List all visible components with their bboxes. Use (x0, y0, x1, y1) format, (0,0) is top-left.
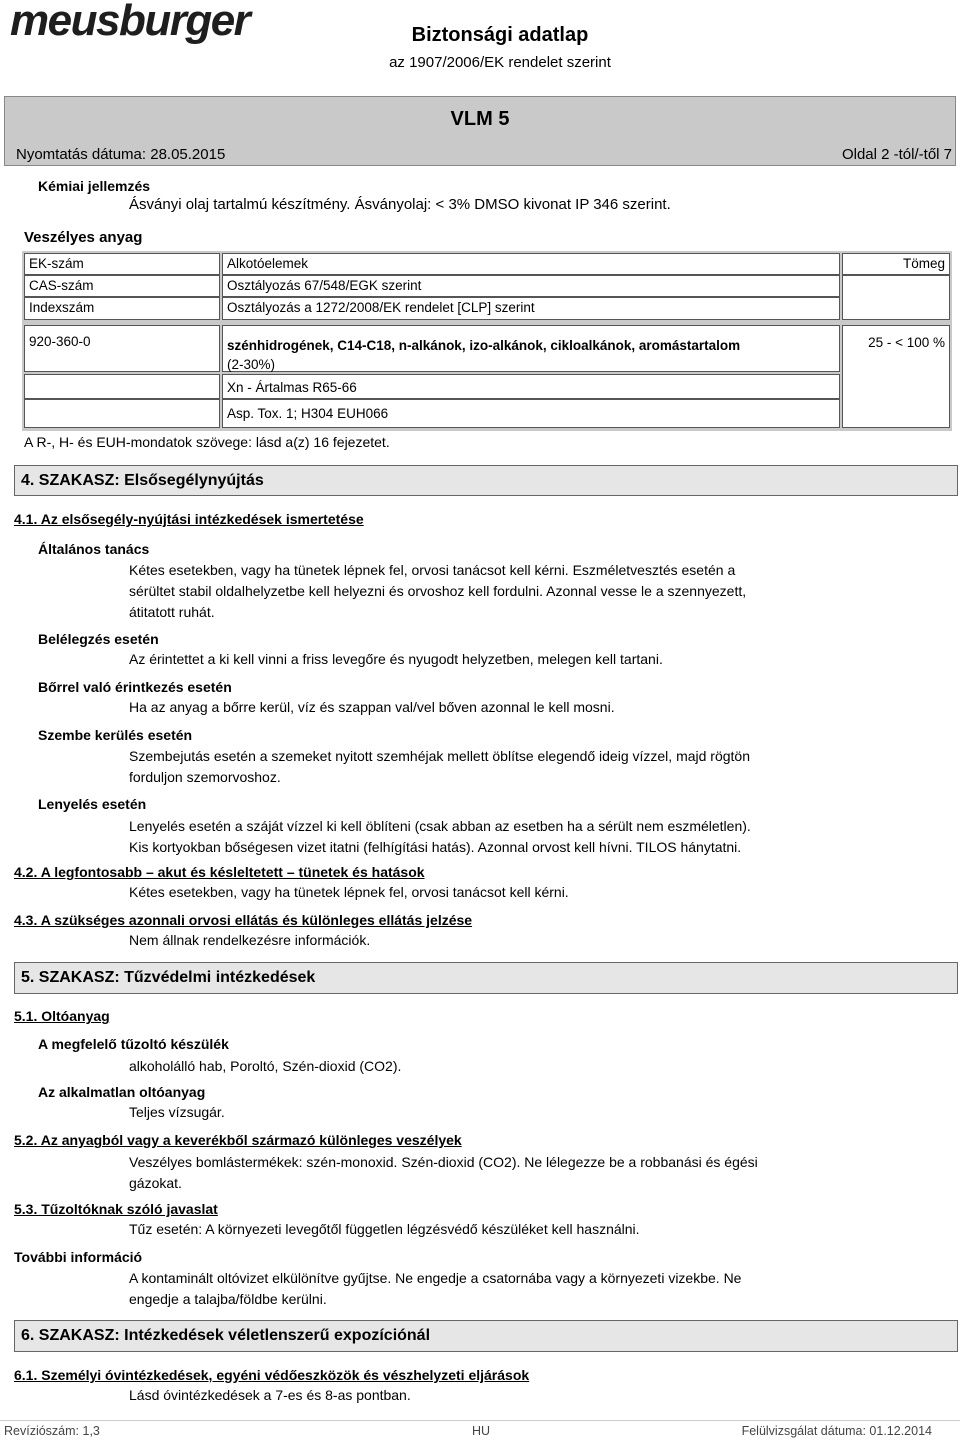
component-name-line2: (2-30%) (227, 357, 276, 372)
general-advice-heading: Általános tanács (38, 541, 150, 557)
s61-heading: 6.1. Személyi óvintézkedések, egyéni védőeszközök és vészhelyzeti eljárások (14, 1367, 530, 1383)
ingestion-line1: Lenyelés esetén a száját vízzel ki kell öblíteni (csak abban az esetben ha a sérült nem eszméletlen). (129, 818, 751, 834)
general-line1: Kétes esetekben, vagy ha tünetek lépnek fel, orvosi tanácsot kell kérni. Eszméletvesztés esetén a (129, 562, 736, 578)
col-mass-blank (842, 275, 950, 320)
col-mass: Tömeg (842, 253, 950, 275)
col-cas: CAS-szám (24, 275, 220, 297)
footer-divider (0, 1420, 960, 1421)
s43-heading: 4.3. A szükséges azonnali orvosi ellátás és különleges ellátás jelzése (14, 912, 473, 928)
s52-heading: 5.2. Az anyagból vagy a keverékből származó különleges veszélyek (14, 1132, 462, 1148)
component-name-line1: szénhidrogének, C14-C18, n-alkánok, izo-alkánok, cikloalkánok, aromástartalom (227, 338, 741, 353)
s52-line1: Veszélyes bomlástermékek: szén-monoxid. Szén-dioxid (CO2). Ne lélegezze be a robbanási és égési (129, 1154, 758, 1170)
hazard-heading: Veszélyes anyag (24, 229, 143, 246)
suitable-heading: A megfelelő tűzoltó készülék (38, 1036, 229, 1052)
row-mass: 25 - < 100 % (842, 325, 950, 428)
s53-text: Tűz esetén: A környezeti levegőtől független légzésvédő készüléket kell használni. (129, 1221, 640, 1237)
s51-heading: 5.1. Oltóanyag (14, 1008, 110, 1024)
eye-line1: Szembejutás esetén a szemeket nyitott szemhéjak mellett öblítse elegendő ideig vízzel, majd rögtön (129, 748, 750, 764)
col-class-67548: Osztályozás 67/548/EGK szerint (222, 275, 840, 297)
row-class-clp: Asp. Tox. 1; H304 EUH066 (222, 399, 840, 428)
s52-line2: gázokat. (129, 1175, 182, 1191)
page-number: Oldal 2 -tól/-től 7 (841, 146, 952, 163)
more-info-heading: További információ (14, 1249, 143, 1265)
skin-text: Ha az anyag a bőrre kerül, víz és szappan val/vel bőven azonnal le kell mosni. (129, 699, 615, 715)
more-line2: engedje a talajba/földbe kerülni. (129, 1291, 327, 1307)
section-6-title: 6. SZAKASZ: Intézkedések véletlenszerű expozíciónál (14, 1320, 958, 1352)
more-info-text (129, 1268, 741, 1310)
general-line2: sérültet stabil oldalhelyzetbe kell helyezni és orvoshoz kell fordulni. Azonnal vesse le a szennyezett, (129, 583, 747, 599)
logo-text: meusburger (10, 0, 250, 45)
language-code: HU (472, 1424, 491, 1438)
more-line1: A kontaminált oltóvizet elkülönítve gyűjtse. Ne engedje a csatornába vagy a környezeti vizekbe. Ne (129, 1270, 742, 1286)
section-4-title: 4. SZAKASZ: Elsősegélynyújtás (14, 465, 958, 496)
s52-text (129, 1152, 758, 1194)
chem-heading: Kémiai jellemzés (38, 178, 151, 194)
product-name: VLM 5 (450, 108, 510, 130)
eye-line2: forduljon szemorvoshoz. (129, 769, 281, 785)
document-title: Biztonsági adatlap (411, 24, 589, 46)
ingestion-line2: Kis kortyokban bőségesen vizet itatni (felhígítási hatás). Azonnal orvost kell hívni. TILOS hánytatni. (129, 839, 742, 855)
unsuitable-heading: Az alkalmatlan oltóanyag (38, 1084, 206, 1100)
col-ek: EK-szám (24, 253, 220, 275)
row-ek-number: 920-360-0 (24, 325, 220, 372)
section-5-title: 5. SZAKASZ: Tűzvédelmi intézkedések (14, 962, 958, 994)
inhalation-heading: Belélegzés esetén (38, 631, 159, 647)
eye-text (129, 746, 750, 788)
inhalation-text: Az érintettet a ki kell vinni a friss levegőre és nyugodt helyzetben, melegen kell tartani. (129, 651, 663, 667)
s42-text: Kétes esetekben, vagy ha tünetek lépnek fel, orvosi tanácsot kell kérni. (129, 884, 569, 900)
s61-text: Lásd óvintézkedések a 7-es és 8-as pontban. (129, 1387, 411, 1403)
general-line3: átitatott ruhát. (129, 604, 215, 620)
col-index: Indexszám (24, 297, 220, 320)
eye-heading: Szembe kerülés esetén (38, 727, 193, 743)
row-component-name (222, 325, 840, 372)
row-cas-number (24, 374, 220, 399)
col-class-clp: Osztályozás a 1272/2008/EK rendelet [CLP] szerint (222, 297, 840, 320)
row-class-67548: Xn - Ártalmas R65-66 (222, 374, 840, 399)
document-subtitle: az 1907/2006/EK rendelet szerint (389, 54, 611, 71)
row-index-number (24, 399, 220, 428)
unsuitable-text: Teljes vízsugár. (129, 1104, 225, 1120)
ingestion-text (129, 816, 751, 858)
ingestion-heading: Lenyelés esetén (38, 796, 147, 812)
revision-number: Revíziószám: 1,3 (4, 1424, 100, 1438)
s53-heading: 5.3. Tűzoltóknak szóló javaslat (14, 1201, 218, 1217)
print-date: Nyomtatás dátuma: 28.05.2015 (16, 146, 226, 163)
s41-heading: 4.1. Az elsősegély-nyújtási intézkedések ismertetése (14, 511, 364, 527)
review-date: Felülvizsgálat dátuma: 01.12.2014 (741, 1424, 932, 1438)
suitable-text: alkoholálló hab, Poroltó, Szén-dioxid (CO2). (129, 1058, 402, 1074)
col-components: Alkotóelemek (222, 253, 840, 275)
general-advice-text (129, 560, 746, 623)
s42-heading: 4.2. A legfontosabb – akut és késleltetett – tünetek és hatások (14, 864, 425, 880)
skin-heading: Bőrrel való érintkezés esetén (38, 679, 232, 695)
chem-text: Ásványi olaj tartalmú készítmény. Ásványolaj: < 3% DMSO kivonat IP 346 szerint. (129, 196, 671, 213)
s43-text: Nem állnak rendelkezésre információk. (129, 932, 371, 948)
r-h-note: A R-, H- és EUH-mondatok szövege: lásd a(z) 16 fejezetet. (24, 434, 390, 450)
company-logo (4, 0, 250, 84)
